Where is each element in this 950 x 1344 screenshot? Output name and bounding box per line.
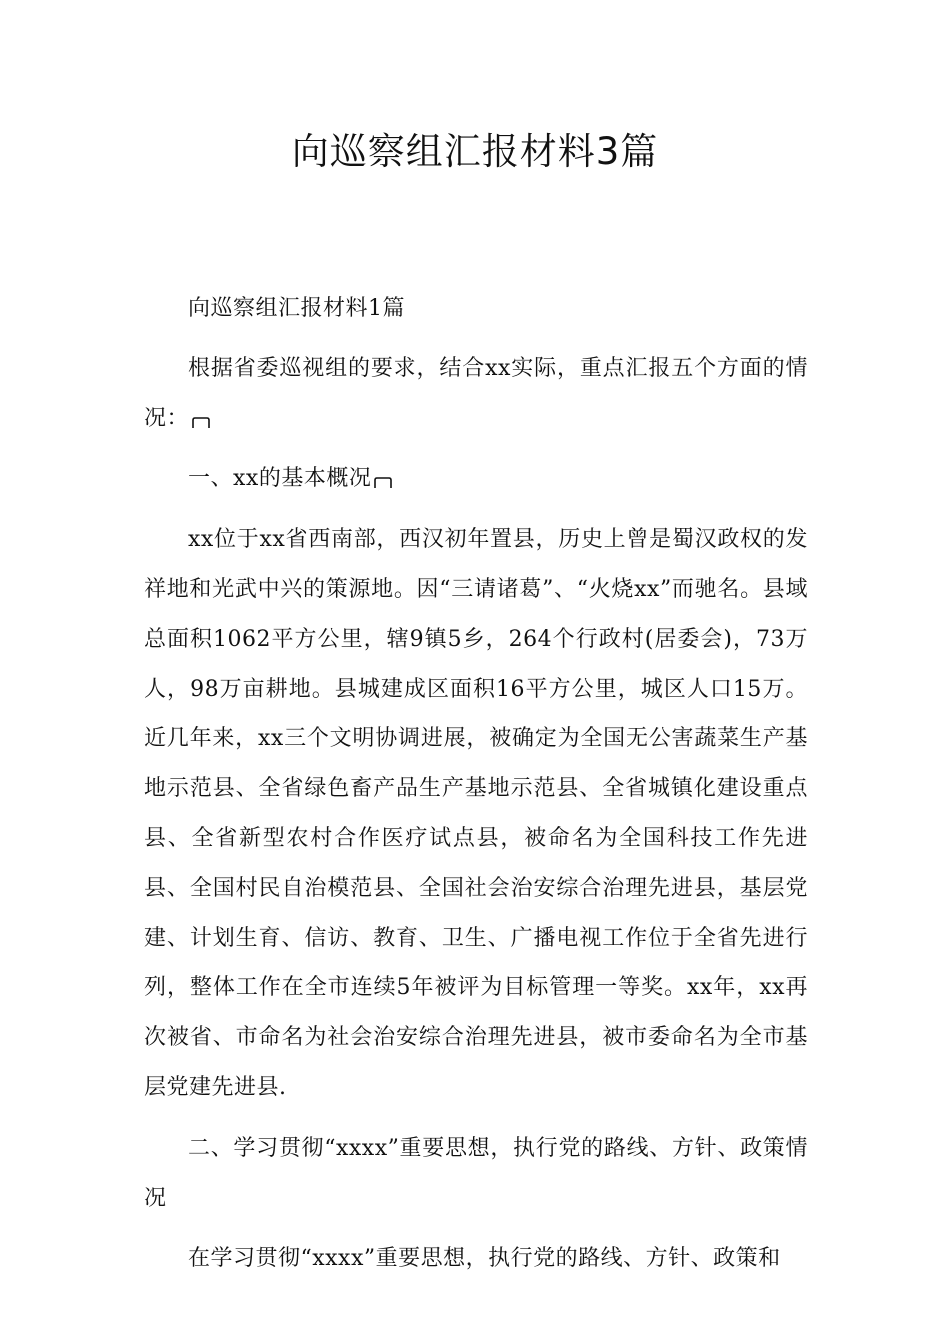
document-title: 向巡察组汇报材料3篇 bbox=[291, 130, 659, 173]
bracket-mark-icon bbox=[373, 475, 393, 489]
study-paragraph: 在学习贯彻“xxxx”重要思想，执行党的路线、方针、政策和 bbox=[188, 1246, 781, 1272]
overview-paragraph: xx位于xx省西南部，西汉初年置县，历史上曾是蜀汉政权的发祥地和光武中兴的策源地。因“三请诸葛”、“火烧xx”而驰名。县域总面积1062平方公里，辖9镇5乡，264个行政村(居委会)，73万人，98万亩耕地。县城建成区面积16平方公里，城区人口15万。近几年来，xx三个文明协调进展，被确定为全国无公害蔬菜生产基地示范县、全省绿色畜产品生产基地示范县、全省城镇化建设重点县、全省新型农村合作医疗试点县，被命名为全国科技工作先进县、全国村民自治模范县、全国社会治安综合治理先进县，基层党建、计划生育、信访、教育、卫生、广播电视工作位于全省先进行列，整体工作在全市连续5年被评为目标管理一等奖。xx年，xx再次被省、市命名为社会治安综合治理先进县，被市委命名为全市基层党建先进县. bbox=[144, 527, 808, 1100]
document-body bbox=[144, 284, 808, 1284]
section-heading-overview: 一、xx的基本概况 bbox=[144, 454, 808, 504]
bracket-mark-icon bbox=[191, 415, 211, 429]
section-heading-study: 二、学习贯彻“xxxx”重要思想，执行党的路线、方针、政策情况 bbox=[144, 1135, 808, 1211]
section-heading-1: 向巡察组汇报材料1篇 bbox=[188, 296, 405, 321]
intro-paragraph: 根据省委巡视组的要求，结合xx实际，重点汇报五个方面的情况： bbox=[144, 355, 808, 431]
